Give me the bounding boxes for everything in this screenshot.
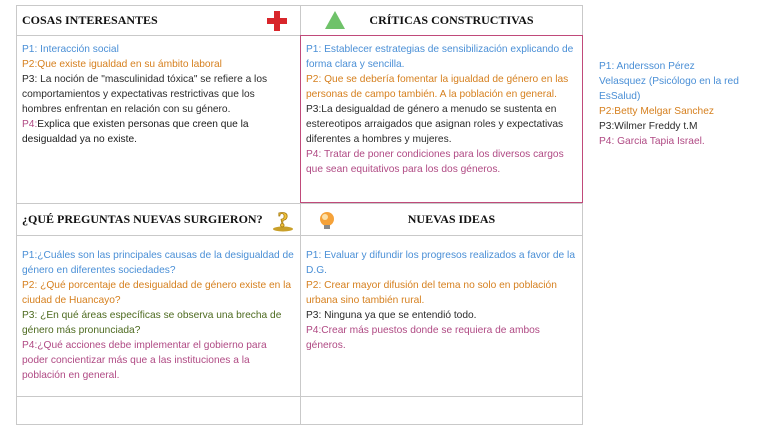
interesting-item-label: P2: <box>22 59 38 70</box>
questions-item <box>22 308 294 338</box>
interesting-item <box>22 72 294 117</box>
grid-left-border <box>16 5 17 425</box>
ideas-item-text: Ninguna ya que se entendió todo. <box>321 310 477 321</box>
interesting-header <box>22 5 294 35</box>
interesting-title: COSAS INTERESANTES <box>22 12 158 27</box>
questions-item-text: ¿Qué porcentaje de desigualdad de género existe en la ciudad de Huancayo? <box>22 280 292 306</box>
criticism-item-text: Que se debería fomentar la igualdad de género en las personas de campo también. A la población en general. <box>306 74 569 100</box>
criticism-item <box>306 102 578 147</box>
ideas-item <box>306 323 576 353</box>
criticism-item-label: P3: <box>306 104 322 115</box>
ideas-item-label: P4: <box>306 325 322 336</box>
svg-text:?: ? <box>277 208 289 232</box>
criticism-item-text: Establecer estrategias de sensibilización explicando de forma clara y sencilla. <box>306 44 574 70</box>
interesting-item-text: Interacción social <box>37 44 119 55</box>
questions-item-text: ¿Cuáles son las principales causas de la desigualdad de género en diferentes sociedades? <box>22 250 294 276</box>
interesting-item-text: Que existe igualdad en su ámbito laboral <box>37 59 222 70</box>
questions-header <box>22 204 294 234</box>
participant-entry: P2:Betty Melgar Sanchez <box>599 106 714 117</box>
interesting-item <box>22 42 294 57</box>
criticism-item-label: P2: <box>306 74 322 85</box>
footer-divider <box>16 396 583 397</box>
criticism-item-text: Tratar de poner condiciones para los diversos cargos que sean equitativos para los dos géneros. <box>306 149 564 175</box>
red-plus-icon <box>266 10 288 32</box>
pni-grid <box>16 5 583 425</box>
questions-title: ¿QUÉ PREGUNTAS NUEVAS SURGIERON? <box>22 211 263 226</box>
criticism-list <box>306 42 578 177</box>
questions-item <box>22 338 294 383</box>
ideas-item <box>306 308 576 323</box>
ideas-header <box>300 204 583 234</box>
question-mark-icon <box>269 208 297 232</box>
criticism-title: CRÍTICAS CONSTRUCTIVAS <box>369 12 534 27</box>
questions-item-label: P2: <box>22 280 38 291</box>
ideas-item-label: P3: <box>306 310 322 321</box>
criticism-pink-top <box>300 35 583 36</box>
questions-item-text: ¿En qué áreas específicas se observa una brecha de género más pronunciada? <box>22 310 282 336</box>
questions-item-label: P1: <box>22 250 38 261</box>
criticism-item <box>306 42 578 72</box>
criticism-item-label: P4: <box>306 149 322 160</box>
criticism-pink-right <box>582 35 583 203</box>
interesting-item-label: P4: <box>22 119 38 130</box>
participants-list <box>599 59 739 149</box>
questions-item <box>22 248 294 278</box>
interesting-item-label: P1: <box>22 44 38 55</box>
ideas-item-text: Crear mayor difusión del tema no solo en población urbana sino también rural. <box>306 280 557 306</box>
questions-item-label: P3: <box>22 310 38 321</box>
questions-list <box>22 248 294 383</box>
criticism-pink-bottom <box>300 202 583 203</box>
ideas-item-label: P1: <box>306 250 322 261</box>
interesting-item <box>22 57 294 72</box>
criticism-item <box>306 72 578 102</box>
ideas-item-text: Crear más puestos donde se requiera de ambos géneros. <box>306 325 540 351</box>
criticism-item-label: P1: <box>306 44 322 55</box>
questions-item-label: P4: <box>22 340 38 351</box>
ideas-item <box>306 278 576 308</box>
interesting-item-label: P3: <box>22 74 38 85</box>
questions-item <box>22 278 294 308</box>
criticism-header <box>300 5 583 35</box>
interesting-item-text: Explica que existen personas que creen que la desigualdad ya no existe. <box>22 119 249 145</box>
criticism-item-text: La desigualdad de género a menudo se sustenta en estereotipos arraigados que asignan roles y expectativas diferentes a hombres y mujeres. <box>306 104 564 145</box>
ideas-item-text: Evaluar y difundir los progresos realizados a favor de la D.G. <box>306 250 575 276</box>
ideas-list <box>306 248 576 353</box>
interesting-list <box>22 42 294 147</box>
participant-entry: P3:Wilmer Freddy t.M <box>599 121 698 132</box>
participant-entry: P4: Garcia Tapia Israel. <box>599 136 705 147</box>
ideas-item-label: P2: <box>306 280 322 291</box>
participant-entry: P1: Andersson Pérez Velasquez (Psicólogo en la red EsSalud) <box>599 61 739 102</box>
interesting-item <box>22 117 294 147</box>
questions-item-text: ¿Qué acciones debe implementar el gobierno para poder concientizar más que a las instituciones a la población en general. <box>22 340 267 381</box>
criticism-pink-left <box>300 35 301 203</box>
ideas-title: NUEVAS IDEAS <box>407 211 496 226</box>
interesting-item-text: La noción de "masculinidad tóxica" se refiere a los comportamientos y expectativas restrictivas que los hombres enfrentan en relación con su género. <box>22 74 268 115</box>
ideas-item <box>306 248 576 278</box>
bottom-header-divider <box>16 235 583 236</box>
criticism-item <box>306 147 578 177</box>
